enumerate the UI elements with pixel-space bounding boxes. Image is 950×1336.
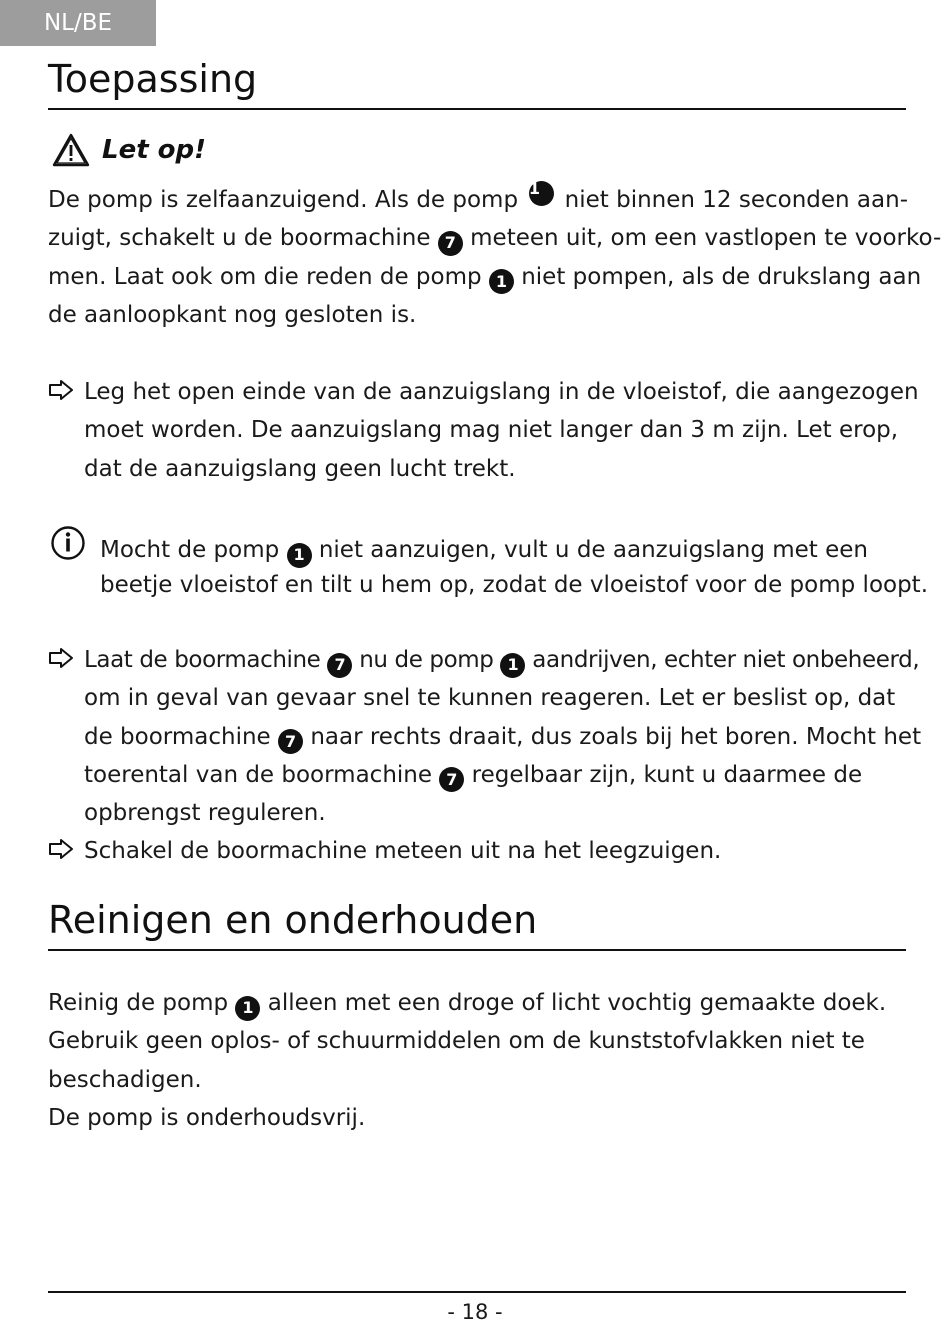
instruction-step bbox=[84, 641, 922, 832]
language-tab-label: NL/BE bbox=[43, 10, 113, 36]
text-segment: alleen met een droge of licht vochtig gemaakte doek. bbox=[260, 990, 887, 1016]
part-number-badge: 7 bbox=[438, 231, 463, 256]
warning-icon bbox=[52, 133, 90, 167]
arrow-right-icon bbox=[48, 379, 74, 401]
step-line bbox=[84, 718, 922, 756]
footer-divider bbox=[48, 1291, 906, 1293]
text-segment: niet binnen 12 seconden aan- bbox=[564, 187, 908, 213]
step-line: Leg het open einde van de aanzuigslang in de vloeistof, die aangezogen bbox=[84, 379, 919, 405]
text-segment: men. Laat ook om die reden de pomp bbox=[48, 263, 489, 290]
step-line: om in geval van gevaar snel te kunnen reageren. Let er beslist op, dat bbox=[84, 685, 896, 712]
page-number: - 18 - bbox=[447, 1300, 503, 1324]
cleaning-paragraph bbox=[48, 984, 908, 1137]
part-number-badge: 1 bbox=[489, 269, 514, 294]
part-number-badge: 7 bbox=[327, 653, 352, 678]
section-divider bbox=[48, 949, 906, 951]
step-line: moet worden. De aanzuigslang mag niet langer dan 3 m zijn. Let erop, bbox=[84, 417, 899, 444]
cleaning-line: Gebruik geen oplos- of schuurmiddelen om de kunststofvlakken niet te bbox=[48, 1028, 865, 1055]
text-segment: Laat de boormachine bbox=[84, 647, 328, 673]
language-tab bbox=[0, 0, 156, 46]
warning-line bbox=[48, 296, 908, 334]
warning-paragraph bbox=[48, 179, 942, 334]
info-line: beetje vloeistof en tilt u hem op, zodat de vloeistof voor de pomp loopt. bbox=[100, 572, 929, 598]
arrow-right-icon bbox=[48, 838, 74, 860]
part-number-badge: 7 bbox=[278, 729, 303, 754]
step-line bbox=[84, 756, 906, 794]
text-segment: Reinig de pomp bbox=[48, 990, 236, 1016]
info-line bbox=[100, 533, 906, 568]
section-title-toepassing: Toepassing bbox=[48, 57, 258, 101]
text-segment: meteen uit, om een vastlopen te voorko- bbox=[462, 225, 942, 252]
instruction-step bbox=[84, 832, 906, 870]
warning-header bbox=[52, 133, 206, 167]
warning-line bbox=[48, 219, 942, 257]
part-number-badge: 1 bbox=[529, 181, 554, 206]
part-number-badge: 7 bbox=[439, 767, 464, 792]
warning-title: Let op! bbox=[102, 135, 207, 165]
part-number-badge: 1 bbox=[235, 996, 260, 1021]
text-segment: naar rechts draait, dus zoals bij het boren. Mocht het bbox=[303, 723, 922, 750]
cleaning-line bbox=[48, 984, 908, 1022]
section-divider bbox=[48, 108, 906, 110]
text-segment: De pomp is zelfaanzuigend. Als de pomp bbox=[48, 187, 519, 213]
text-segment: Mocht de pomp bbox=[100, 537, 287, 563]
part-number-badge: 1 bbox=[500, 653, 525, 678]
text-segment: zuigt, schakelt u de boormachine bbox=[48, 225, 438, 252]
warning-line bbox=[48, 181, 908, 219]
text-segment: de boormachine bbox=[84, 723, 279, 750]
info-icon bbox=[50, 525, 86, 561]
text-segment: toerental van de boormachine bbox=[84, 761, 440, 788]
arrow-right-icon bbox=[48, 647, 74, 669]
text-segment: regelbaar zijn, kunt u daarmee de bbox=[464, 761, 863, 788]
text-segment: aandrijven, echter niet onbeheerd, bbox=[525, 647, 920, 673]
text-segment: niet aanzuigen, vult u de aanzuigslang met een bbox=[311, 537, 869, 563]
warning-line bbox=[48, 258, 922, 296]
step-line bbox=[84, 641, 920, 679]
cleaning-line: beschadigen. bbox=[48, 1066, 202, 1093]
cleaning-line: De pomp is onderhoudsvrij. bbox=[48, 1104, 366, 1131]
text-segment: niet pompen, als de drukslang aan bbox=[513, 263, 922, 290]
text-segment: nu de pomp bbox=[352, 647, 501, 673]
step-line: opbrengst reguleren. bbox=[84, 800, 326, 827]
instruction-step bbox=[84, 373, 919, 488]
step-line: dat de aanzuigslang geen lucht trekt. bbox=[84, 455, 516, 482]
part-number-badge: 1 bbox=[287, 543, 312, 568]
info-note bbox=[100, 533, 929, 603]
section-title-reinigen: Reinigen en onderhouden bbox=[48, 898, 538, 942]
text-segment: de aanloopkant nog gesloten is. bbox=[48, 301, 417, 328]
step-line: Schakel de boormachine meteen uit na het leegzuigen. bbox=[84, 838, 722, 864]
